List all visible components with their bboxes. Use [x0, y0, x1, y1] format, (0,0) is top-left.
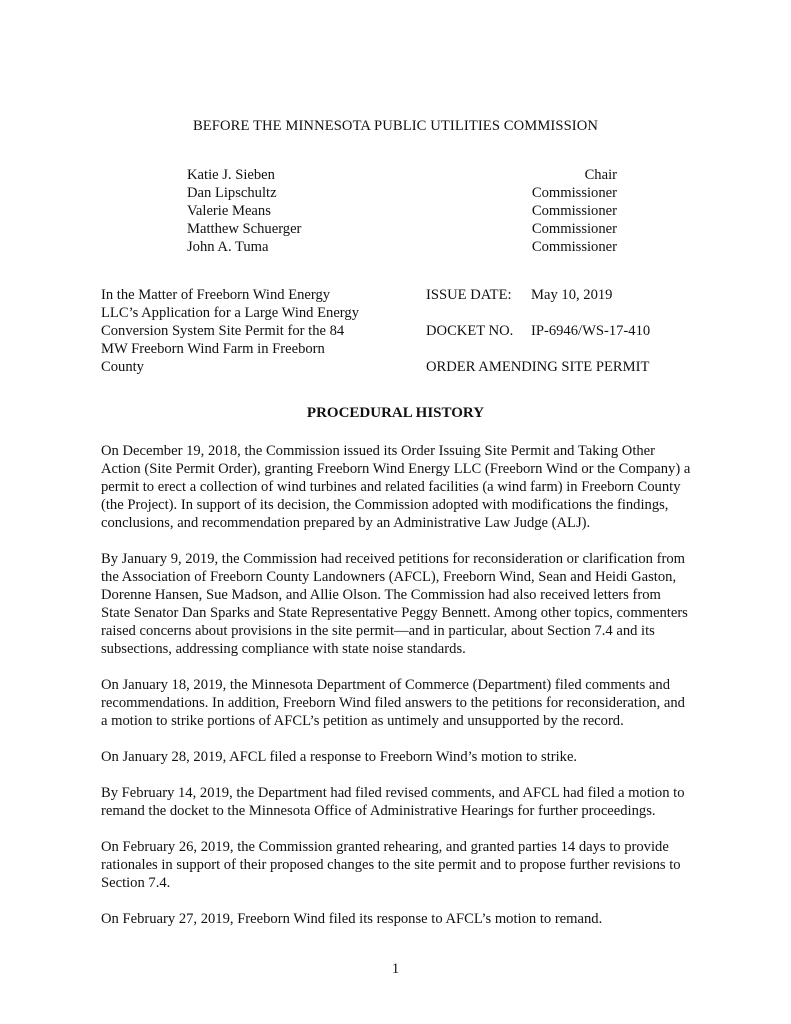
commissioner-row [187, 184, 617, 202]
document-body [101, 442, 691, 946]
body-paragraph: By February 14, 2019, the Department had filed revised comments, and AFCL had filed a motion to remand the docket to the Minnesota Office of Administrative Hearings for further proceedings. [101, 785, 685, 819]
matter-line: LLC’s Application for a Large Wind Energy [101, 305, 359, 321]
commission-heading: BEFORE THE MINNESOTA PUBLIC UTILITIES COMMISSION [192, 118, 599, 134]
commissioner-name: Katie J. Sieben [187, 167, 275, 183]
body-paragraph: By January 9, 2019, the Commission had received petitions for reconsideration or clarification from the Association of Freeborn County Landowners (AFCL), Freeborn Wind, Sean and Heidi Gaston, Dorenne Hansen, Sue Madson, and Allie Olson. The Commission had also received letters from State Senator Dan Sparks and State Representative Peggy Bennett. Among other topics, commenters raised concerns about provisions in the site permit—and in particular, about Section 7.4 and its subsections, addressing compliance with state noise standards. [101, 551, 688, 657]
body-paragraph: On January 28, 2019, AFCL filed a response to Freeborn Wind’s motion to strike. [101, 749, 578, 765]
commissioner-row [187, 238, 617, 256]
matter-line: MW Freeborn Wind Farm in Freeborn [101, 341, 325, 357]
matter-caption [101, 286, 371, 376]
commissioner-row [187, 166, 617, 184]
docket-metadata [426, 286, 696, 376]
matter-line: Conversion System Site Permit for the 84 [101, 323, 345, 339]
commissioner-role: Commissioner [531, 185, 617, 201]
order-title: ORDER AMENDING SITE PERMIT [426, 359, 650, 375]
issue-date [426, 286, 696, 304]
docket-number [426, 322, 696, 340]
commissioner-role: Commissioner [531, 203, 617, 219]
commissioner-name: Valerie Means [187, 203, 271, 219]
body-paragraph: On February 26, 2019, the Commission granted rehearing, and granted parties 14 days to provide rationales in support of their proposed changes to the site permit and to propose further revisions to Section 7.4. [101, 839, 681, 891]
commissioner-row [187, 220, 617, 238]
page-number: 1 [391, 961, 400, 977]
commissioner-name: John A. Tuma [187, 239, 269, 255]
body-paragraph: On February 27, 2019, Freeborn Wind filed its response to AFCL’s motion to remand. [101, 911, 603, 927]
docket-number-label: DOCKET NO. [426, 323, 514, 339]
docket-number-value: IP-6946/WS-17-410 [531, 323, 651, 339]
matter-line: County [101, 359, 144, 375]
body-paragraph: On January 18, 2019, the Minnesota Department of Commerce (Department) filed comments and recommendations. In addition, Freeborn Wind filed answers to the petitions for reconsideration, and a motion to strike portions of AFCL’s petition as untimely and unsupported by the record. [101, 677, 685, 729]
commissioner-name: Matthew Schuerger [187, 221, 302, 237]
commissioner-name: Dan Lipschultz [187, 185, 277, 201]
issue-date-value: May 10, 2019 [531, 287, 613, 303]
section-heading: PROCEDURAL HISTORY [306, 405, 485, 421]
commissioner-role: Chair [584, 167, 617, 183]
commissioner-list [187, 166, 617, 256]
commissioner-row [187, 202, 617, 220]
commissioner-role: Commissioner [531, 221, 617, 237]
body-paragraph: On December 19, 2018, the Commission issued its Order Issuing Site Permit and Taking Other Action (Site Permit Order), granting Freeborn Wind Energy LLC (Freeborn Wind or the Company) a permit to erect a collection of wind turbines and related facilities (a wind farm) in Freeborn County (the Project). In support of its decision, the Commission adopted with modifications the findings, conclusions, and recommendation prepared by an Administrative Law Judge (ALJ). [101, 443, 691, 531]
commissioner-role: Commissioner [531, 239, 617, 255]
issue-date-label: ISSUE DATE: [426, 287, 512, 303]
matter-line: In the Matter of Freeborn Wind Energy [101, 287, 331, 303]
